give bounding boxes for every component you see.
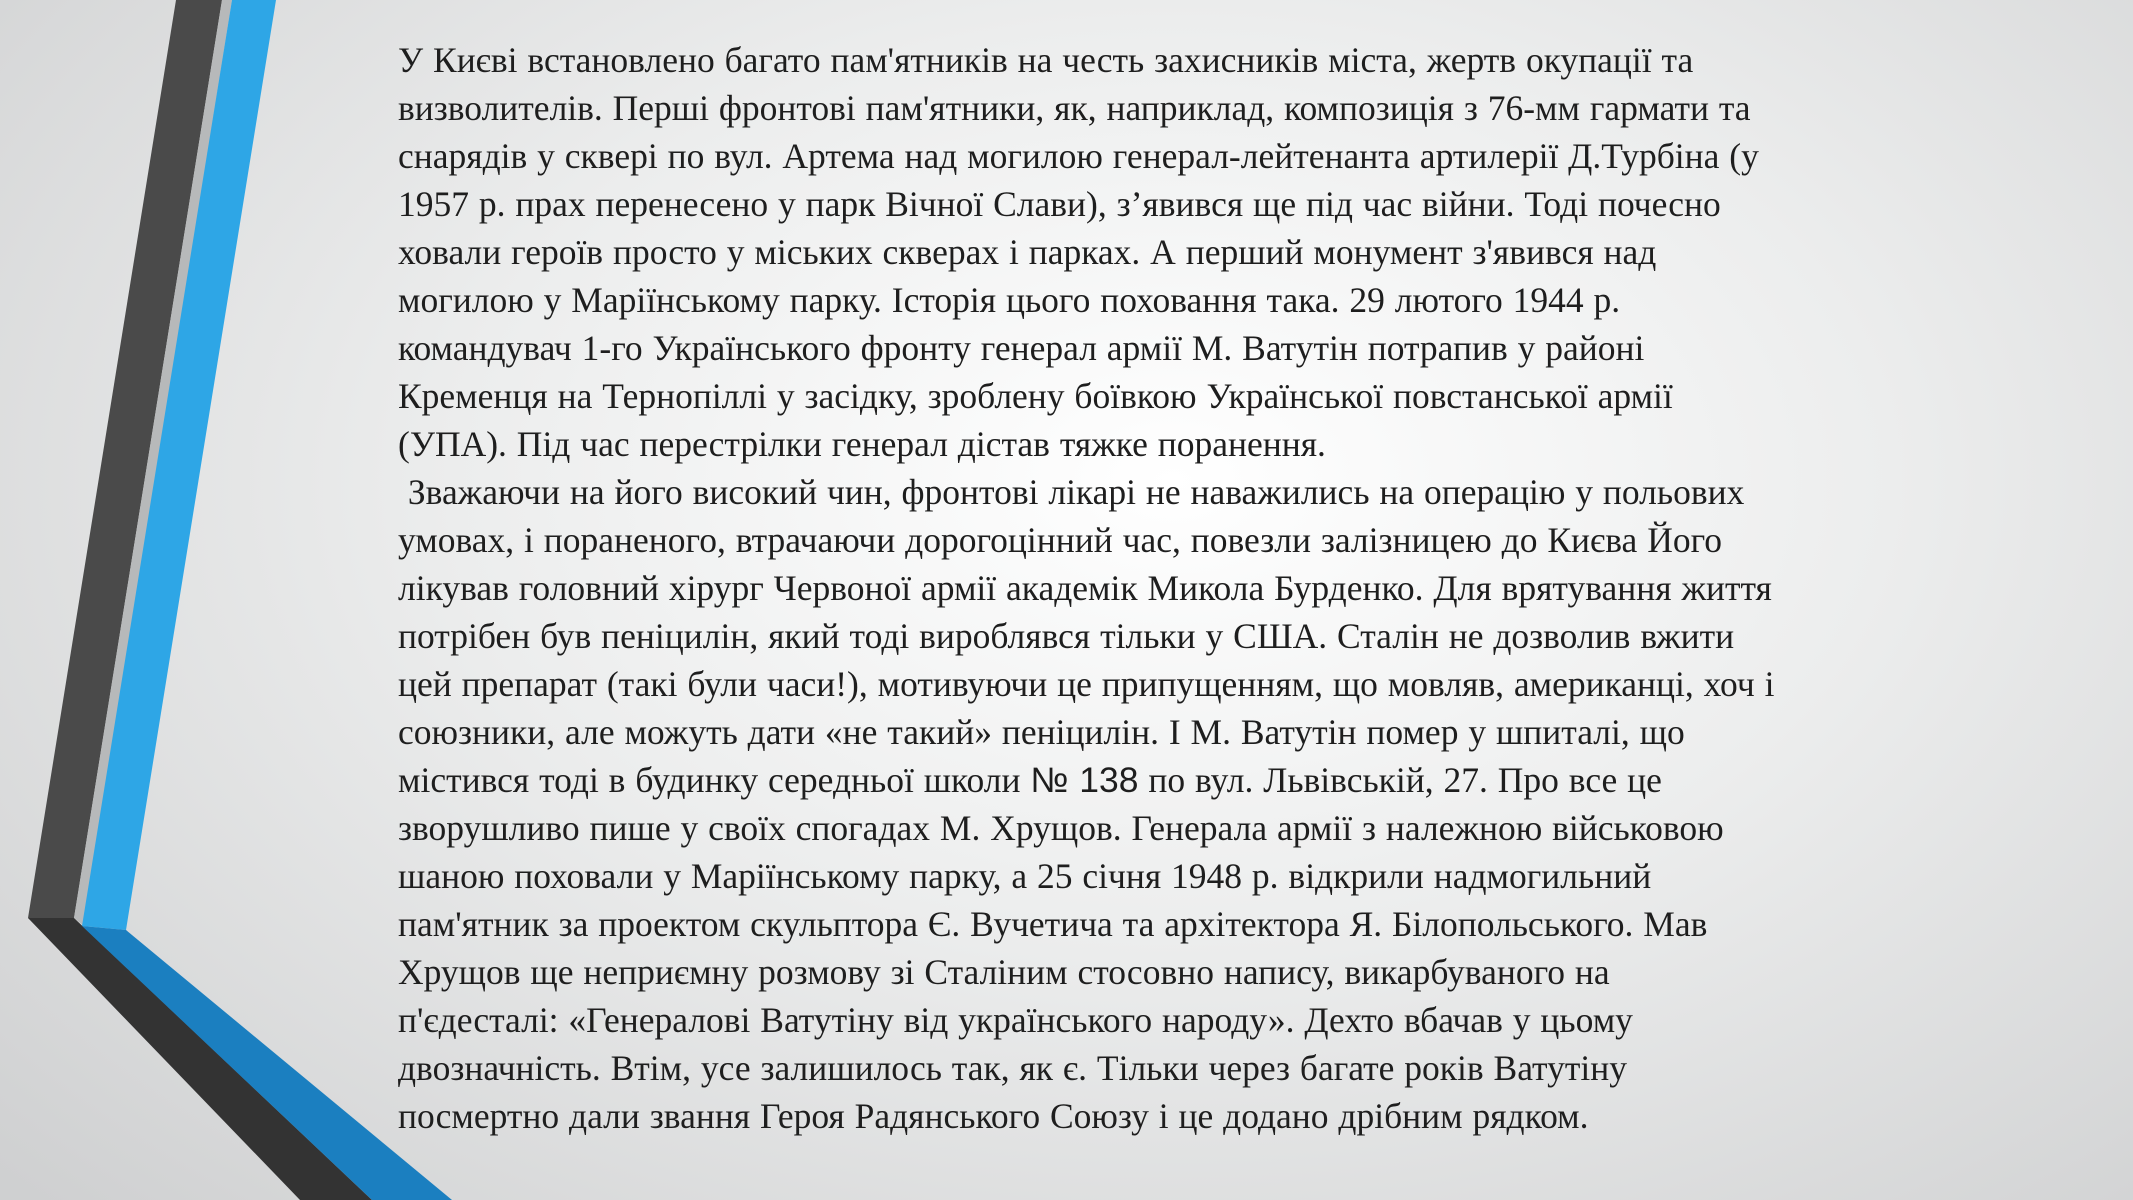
text-line: У Києві встановлено багато пам'ятників на честь захисників міста, жертв окупації та [398, 40, 1694, 80]
text-line: снарядів у сквері по вул. Артема над могилою генерал-лейтенанта артилерії Д.Турбіна (у [398, 136, 1759, 176]
school-text-after: по вул. Львівській, 27. Про все це [1138, 760, 1662, 800]
text-line: Зважаючи на його високий чин, фронтові лікарі не наважились на операцію у польових [398, 472, 1745, 512]
school-text-before: містився тоді в будинку середньої школи [398, 760, 1031, 800]
text-line: визволителів. Перші фронтові пам'ятники, як, наприклад, композиція з 76-мм гармати та [398, 88, 1751, 128]
text-line: командувач 1-го Українського фронту генерал армії М. Ватутін потрапив у районі [398, 328, 1645, 368]
text-line: зворушливо пише у своїх спогадах М. Хрущов. Генерала армії з належною військовою [398, 808, 1724, 848]
text-line: (УПА). Під час перестрілки генерал дістав тяжке поранення. [398, 424, 1326, 464]
school-number: № 138 [1030, 760, 1139, 800]
text-line-school [398, 756, 1958, 804]
text-line: союзники, але можуть дати «не такий» пеніцилін. І М. Ватутін помер у шпиталі, що [398, 712, 1685, 752]
gray-stripe-lower [28, 918, 372, 1200]
text-line: двозначність. Втім, усе залишилось так, як є. Тільки через багате років Ватутіну [398, 1048, 1627, 1088]
text-line: Хрущов ще неприємну розмову зі Сталіним стосовно напису, викарбуваного на [398, 952, 1610, 992]
text-line: шаною поховали у Маріїнському парку, а 25 січня 1948 р. відкрили надмогильний [398, 856, 1652, 896]
text-line: лікував головний хірург Червоної армії академік Микола Бурденко. Для врятування життя [398, 568, 1772, 608]
slide-body-text [398, 36, 1958, 1140]
stripe-gap [74, 0, 232, 926]
text-line: посмертно дали звання Героя Радянського Союзу і це додано дрібним рядком. [398, 1096, 1589, 1136]
text-line: 1957 р. прах перенесено у парк Вічної Слави), з’явився ще під час війни. Тоді почесно [398, 184, 1721, 224]
text-line: Кременця на Тернопіллі у засідку, зроблену боївкою Української повстанської армії [398, 376, 1673, 416]
text-line: цей препарат (такі були часи!), мотивуючи це припущенням, що мовляв, американці, хоч і [398, 664, 1775, 704]
text-line: могилою у Маріїнському парку. Історія цього поховання така. 29 лютого 1944 р. [398, 280, 1621, 320]
text-line: ховали героїв просто у міських скверах і парках. А перший монумент з'явився над [398, 232, 1657, 272]
text-line: умовах, і пораненого, втрачаючи дорогоцінний час, повезли залізницею до Києва Його [398, 520, 1723, 560]
text-line: потрібен був пеніцилін, який тоді вироблявся тільки у США. Сталін не дозволив вжити [398, 616, 1735, 656]
text-line: п'єдесталі: «Генералові Ватутіну від українського народу». Дехто вбачав у цьому [398, 1000, 1633, 1040]
text-line: пам'ятник за проектом скульптора Є. Вучетича та архітектора Я. Білопольського. Мав [398, 904, 1708, 944]
